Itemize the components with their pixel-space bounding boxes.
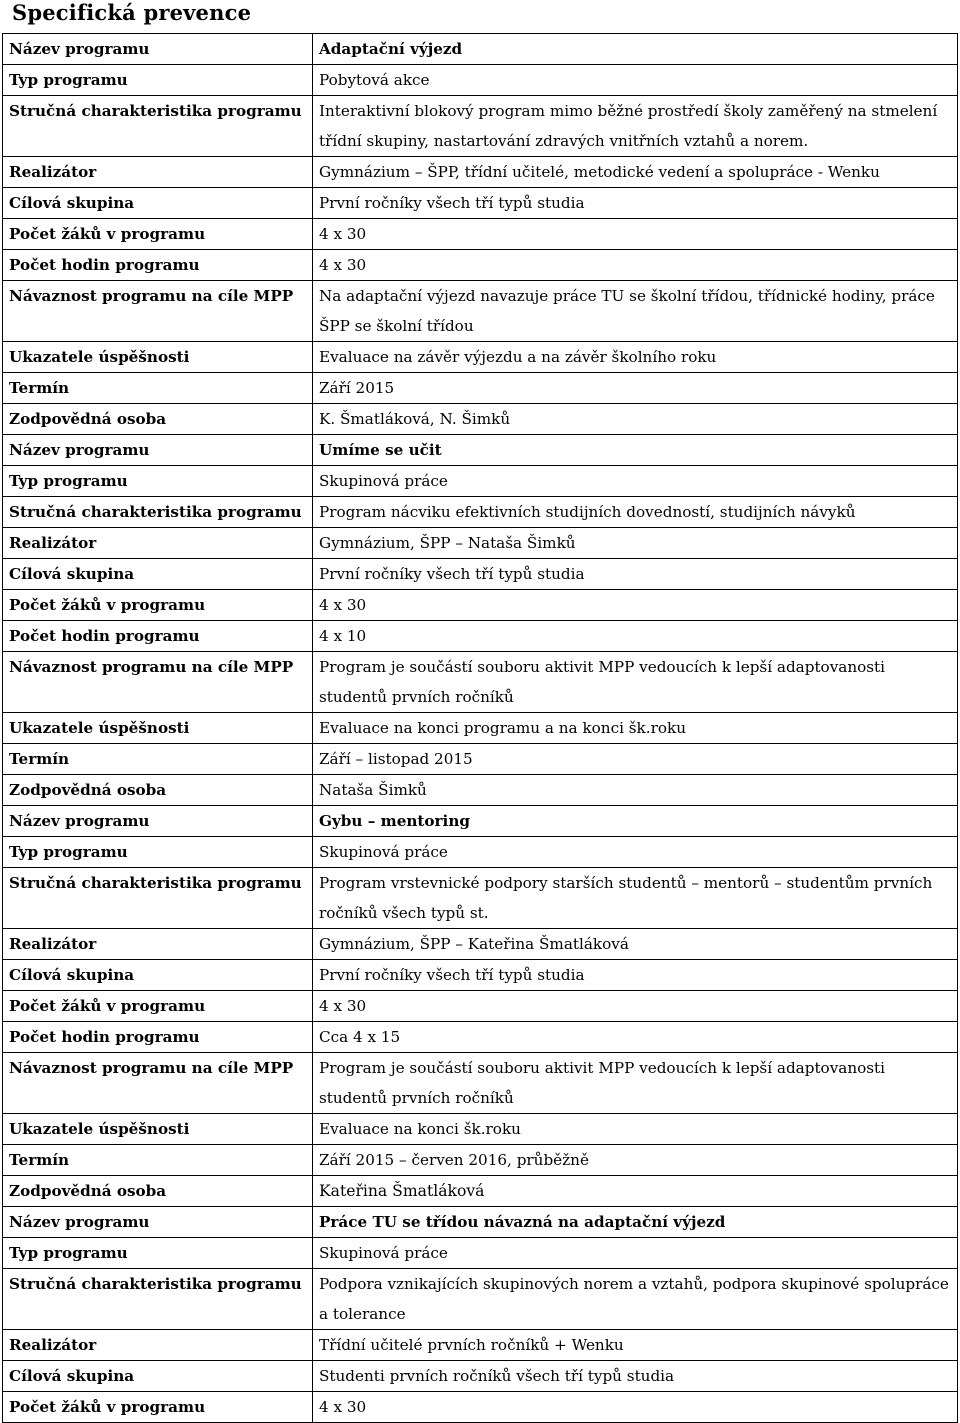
row-label: Zodpovědná osoba (3, 404, 313, 435)
table-row (3, 1207, 958, 1238)
row-label: Zodpovědná osoba (3, 1176, 313, 1207)
table-row (3, 466, 958, 497)
program-target: První ročníky všech tří typů studia (313, 559, 958, 590)
row-label: Počet žáků v programu (3, 991, 313, 1022)
program-students: 4 x 30 (313, 590, 958, 621)
table-row (3, 621, 958, 652)
table-row (3, 188, 958, 219)
row-label: Název programu (3, 34, 313, 65)
program-students: 4 x 30 (313, 1392, 958, 1423)
row-label: Termín (3, 373, 313, 404)
program-name: Adaptační výjezd (313, 34, 958, 65)
table-row (3, 652, 958, 713)
program-description: Program nácviku efektivních studijních dovedností, studijních návyků (313, 497, 958, 528)
program-table (2, 33, 958, 1423)
program-term: Září – listopad 2015 (313, 744, 958, 775)
row-label: Návaznost programu na cíle MPP (3, 1053, 313, 1114)
program-provider: Gymnázium, ŠPP – Kateřina Šmatláková (313, 929, 958, 960)
row-label: Cílová skupina (3, 559, 313, 590)
table-row (3, 373, 958, 404)
program-link: Na adaptační výjezd navazuje práce TU se školní třídou, třídnické hodiny, práce ŠPP se školní třídou (313, 281, 958, 342)
row-label: Typ programu (3, 1238, 313, 1269)
table-row (3, 96, 958, 157)
program-provider: Třídní učitelé prvních ročníků + Wenku (313, 1330, 958, 1361)
table-row (3, 1145, 958, 1176)
table-row (3, 1053, 958, 1114)
program-name: Umíme se učit (313, 435, 958, 466)
program-hours: 4 x 10 (313, 621, 958, 652)
page-title: Specifická prevence (12, 0, 252, 25)
program-link: Program je součástí souboru aktivit MPP vedoucích k lepší adaptovanosti studentů prvních ročníků (313, 652, 958, 713)
table-row (3, 435, 958, 466)
program-indicators: Evaluace na konci programu a na konci šk.roku (313, 713, 958, 744)
table-row (3, 1238, 958, 1269)
row-label: Typ programu (3, 466, 313, 497)
program-indicators: Evaluace na závěr výjezdu a na závěr školního roku (313, 342, 958, 373)
table-row (3, 404, 958, 435)
program-responsible: Nataša Šimků (313, 775, 958, 806)
table-row (3, 1176, 958, 1207)
row-label: Stručná charakteristika programu (3, 1269, 313, 1330)
row-label: Cílová skupina (3, 1361, 313, 1392)
table-row (3, 65, 958, 96)
row-label: Ukazatele úspěšnosti (3, 342, 313, 373)
table-row (3, 1392, 958, 1423)
table-row (3, 1269, 958, 1330)
row-label: Počet hodin programu (3, 250, 313, 281)
program-target: Studenti prvních ročníků všech tří typů studia (313, 1361, 958, 1392)
row-label: Počet žáků v programu (3, 590, 313, 621)
row-label: Návaznost programu na cíle MPP (3, 652, 313, 713)
program-type: Skupinová práce (313, 1238, 958, 1269)
program-type: Skupinová práce (313, 837, 958, 868)
program-type: Pobytová akce (313, 65, 958, 96)
table-row (3, 960, 958, 991)
program-target: První ročníky všech tří typů studia (313, 960, 958, 991)
table-row (3, 1361, 958, 1392)
table-row (3, 281, 958, 342)
table-row (3, 219, 958, 250)
table-row (3, 528, 958, 559)
program-target: První ročníky všech tří typů studia (313, 188, 958, 219)
row-label: Název programu (3, 1207, 313, 1238)
table-row (3, 157, 958, 188)
table-row (3, 775, 958, 806)
row-label: Typ programu (3, 837, 313, 868)
row-label: Realizátor (3, 1330, 313, 1361)
program-indicators: Evaluace na konci šk.roku (313, 1114, 958, 1145)
table-row (3, 744, 958, 775)
program-term: Září 2015 (313, 373, 958, 404)
program-students: 4 x 30 (313, 219, 958, 250)
row-label: Ukazatele úspěšnosti (3, 1114, 313, 1145)
table-row (3, 250, 958, 281)
row-label: Název programu (3, 435, 313, 466)
table-row (3, 868, 958, 929)
row-label: Stručná charakteristika programu (3, 868, 313, 929)
table-row (3, 806, 958, 837)
table-row (3, 497, 958, 528)
program-type: Skupinová práce (313, 466, 958, 497)
row-label: Návaznost programu na cíle MPP (3, 281, 313, 342)
row-label: Zodpovědná osoba (3, 775, 313, 806)
table-row (3, 929, 958, 960)
row-label: Název programu (3, 806, 313, 837)
row-label: Počet hodin programu (3, 1022, 313, 1053)
program-hours: Cca 4 x 15 (313, 1022, 958, 1053)
program-provider: Gymnázium – ŠPP, třídní učitelé, metodické vedení a spolupráce - Wenku (313, 157, 958, 188)
row-label: Termín (3, 744, 313, 775)
row-label: Počet žáků v programu (3, 1392, 313, 1423)
program-link: Program je součástí souboru aktivit MPP vedoucích k lepší adaptovanosti studentů prvních ročníků (313, 1053, 958, 1114)
row-label: Ukazatele úspěšnosti (3, 713, 313, 744)
row-label: Počet hodin programu (3, 621, 313, 652)
row-label: Počet žáků v programu (3, 219, 313, 250)
table-row (3, 1114, 958, 1145)
program-description: Program vrstevnické podpory starších studentů – mentorů – studentům prvních ročníků všech typů st. (313, 868, 958, 929)
row-label: Realizátor (3, 929, 313, 960)
program-responsible: K. Šmatláková, N. Šimků (313, 404, 958, 435)
table-row (3, 590, 958, 621)
program-name: Gybu – mentoring (313, 806, 958, 837)
table-row (3, 1330, 958, 1361)
table-row (3, 837, 958, 868)
program-responsible: Kateřina Šmatláková (313, 1176, 958, 1207)
program-hours: 4 x 30 (313, 250, 958, 281)
table-row (3, 1022, 958, 1053)
row-label: Stručná charakteristika programu (3, 96, 313, 157)
program-name: Práce TU se třídou návazná na adaptační výjezd (313, 1207, 958, 1238)
program-students: 4 x 30 (313, 991, 958, 1022)
row-label: Typ programu (3, 65, 313, 96)
table-row (3, 991, 958, 1022)
table-row (3, 34, 958, 65)
table-row (3, 342, 958, 373)
program-provider: Gymnázium, ŠPP – Nataša Šimků (313, 528, 958, 559)
table-row (3, 559, 958, 590)
row-label: Cílová skupina (3, 188, 313, 219)
row-label: Realizátor (3, 528, 313, 559)
row-label: Termín (3, 1145, 313, 1176)
program-term: Září 2015 – červen 2016, průběžně (313, 1145, 958, 1176)
row-label: Cílová skupina (3, 960, 313, 991)
row-label: Stručná charakteristika programu (3, 497, 313, 528)
program-description: Podpora vznikajících skupinových norem a vztahů, podpora skupinové spolupráce a tolerance (313, 1269, 958, 1330)
program-description: Interaktivní blokový program mimo běžné prostředí školy zaměřený na stmelení třídní skupiny, nastartování zdravých vnitřních vztahů a norem. (313, 96, 958, 157)
row-label: Realizátor (3, 157, 313, 188)
table-row (3, 713, 958, 744)
